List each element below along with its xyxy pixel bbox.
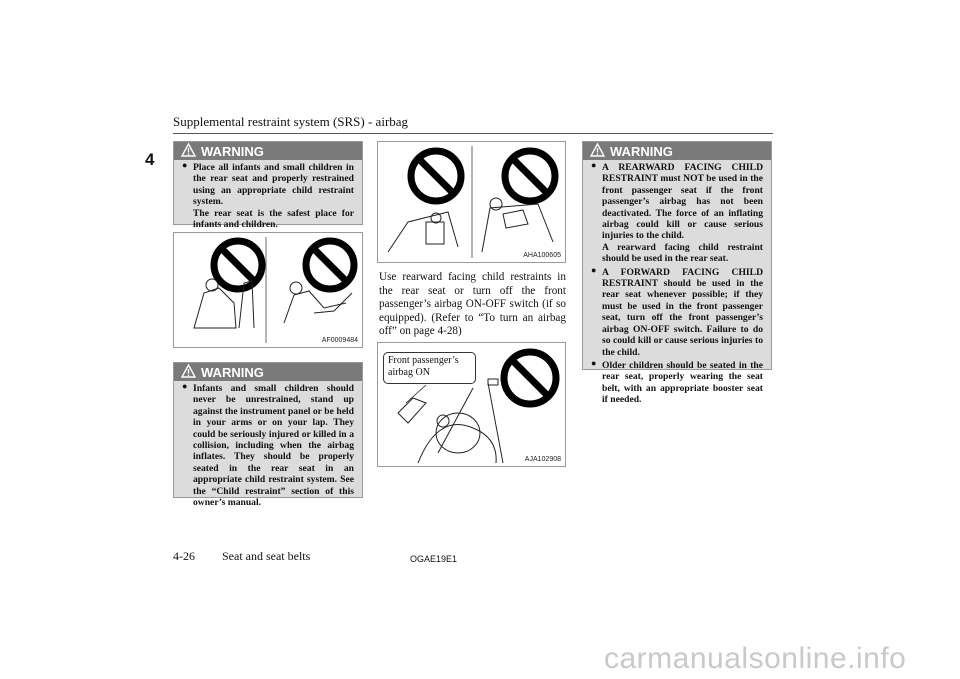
warning-item [583, 160, 771, 265]
page-header-title: Supplemental restraint system (SRS) - airbag [173, 114, 409, 129]
header-rule [173, 133, 773, 134]
child-seat-in-front-illustration [378, 142, 565, 262]
figure-1 [173, 232, 363, 348]
warning-item-text-cont: The rear seat is the safest place for infants and children. [193, 207, 354, 231]
callout-line-2: airbag ON [388, 367, 430, 378]
bullet-icon: ● [182, 381, 188, 391]
warning-box-2 [173, 362, 363, 509]
warning-item-text-cont: A rearward facing child restraint should be used in the rear seat. [602, 241, 763, 265]
warning-header [583, 142, 771, 160]
warning-box-1 [173, 141, 363, 231]
warning-triangle-icon [181, 143, 196, 157]
warning-item [174, 160, 362, 230]
section-name: Seat and seat belts [222, 549, 311, 563]
figure-2 [377, 141, 566, 263]
figure-code: AJA102908 [524, 456, 561, 463]
document-code: OGAE19E1 [410, 554, 458, 564]
warning-title: WARNING [610, 143, 673, 159]
callout-label [383, 352, 476, 384]
bullet-icon: ● [182, 160, 188, 170]
warning-header [174, 142, 362, 160]
warning-item-text: A REARWARD FACING CHILD RESTRAINT must NOT be used in the front passenger seat if the front passenger’s airbag has not been deactivated. The force of an inflating airbag could kill or cause serious injuries to the child. [602, 162, 763, 242]
warning-triangle-icon [181, 364, 196, 378]
figure-code: AHA100605 [523, 252, 561, 259]
warning-title: WARNING [201, 364, 264, 380]
bullet-icon: ● [591, 160, 597, 170]
warning-box-3 [582, 141, 772, 406]
warning-item-text: A FORWARD FACING CHILD RESTRAINT should be used in the rear seat whenever possible; if they must be used in the front passenger seat, turn off the front passenger’s airbag ON-OFF switch. Failure to do so could kill or cause serious injuries to the child. [602, 266, 763, 358]
bullet-icon: ● [591, 357, 597, 368]
warning-triangle-icon [590, 143, 605, 157]
warning-item-text: Place all infants and small children in the rear seat and properly restrained using an appropriate child restraint system. [193, 162, 354, 208]
warning-title: WARNING [201, 143, 264, 159]
figure-code: AF0009484 [321, 337, 358, 344]
page-number: 4-26 [173, 549, 195, 563]
body-paragraph: Use rearward facing child restraints in the rear seat or turn off the front passenger’s airbag ON-OFF switch (if so equipped). (Refer to “To turn an airbag off” on page 4-28) [379, 271, 566, 338]
warning-header [174, 363, 362, 381]
child-on-lap-illustration [174, 233, 362, 347]
watermark: carmanualsonline.info [604, 642, 907, 675]
warning-item [583, 358, 771, 406]
warning-item [583, 265, 771, 358]
bullet-icon: ● [591, 264, 597, 275]
warning-item-text: Older children should be seated in the rear seat, properly wearing the seat belt, with an appropriate booster seat if needed. [602, 359, 763, 406]
callout-line-1: Front passenger’s [388, 355, 459, 366]
chapter-tab: 4 [145, 150, 155, 169]
warning-item-text: Infants and small children should never be unrestrained, stand up against the instrument panel or be held in your arms or on your lap. They could be seriously injured or killed in a collision, including when the airbag inflates. They should be properly seated in the rear seat in an appropriate child restraint system. See the “Child restraint” section of this owner’s manual. [193, 383, 354, 509]
warning-item [174, 381, 362, 508]
